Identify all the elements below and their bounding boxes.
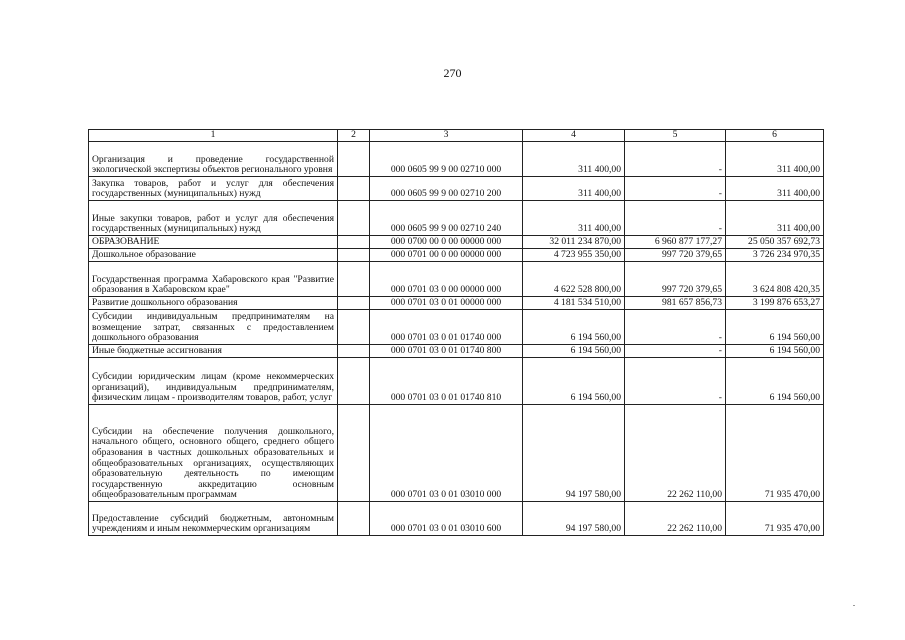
row-value-4: 6 194 560,00: [523, 345, 625, 358]
row-value-5: 22 262 110,00: [625, 502, 726, 536]
row-name: Закупка товаров, работ и услуг для обеспечения государственных (муниципальных) нужд: [89, 177, 338, 201]
table-row: [89, 142, 824, 177]
row-col2: [338, 262, 370, 297]
row-name: Организация и проведение государственной экологической экспертизы объектов регионального уровня: [89, 142, 338, 177]
table-row: [89, 236, 824, 249]
row-code: 000 0701 03 0 01 01740 810: [370, 358, 523, 405]
table-row: [89, 177, 824, 201]
row-value-6: 3 624 808 420,35: [726, 262, 824, 297]
row-value-5: 997 720 379,65: [625, 249, 726, 262]
row-value-4: 6 194 560,00: [523, 358, 625, 405]
row-value-5: 981 657 856,73: [625, 297, 726, 310]
row-value-5: -: [625, 142, 726, 177]
row-value-4: 4 622 528 800,00: [523, 262, 625, 297]
row-value-6: 71 935 470,00: [726, 502, 824, 536]
row-value-6: 311 400,00: [726, 177, 824, 201]
row-value-6: 71 935 470,00: [726, 405, 824, 502]
table-row: [89, 249, 824, 262]
row-value-5: 997 720 379,65: [625, 262, 726, 297]
table-row: [89, 405, 824, 502]
row-code: 000 0605 99 9 00 02710 240: [370, 201, 523, 236]
row-value-4: 94 197 580,00: [523, 502, 625, 536]
row-value-5: 22 262 110,00: [625, 405, 726, 502]
row-code: 000 0701 03 0 01 01740 800: [370, 345, 523, 358]
row-code: 000 0605 99 9 00 02710 200: [370, 177, 523, 201]
row-name: Дошкольное образование: [89, 249, 338, 262]
row-code: 000 0605 99 9 00 02710 000: [370, 142, 523, 177]
header-col-1: 1: [89, 130, 338, 142]
row-code: 000 0701 03 0 00 00000 000: [370, 262, 523, 297]
header-col-5: 5: [625, 130, 726, 142]
row-col2: [338, 201, 370, 236]
row-value-5: 6 960 877 177,27: [625, 236, 726, 249]
header-col-4: 4: [523, 130, 625, 142]
row-value-6: 6 194 560,00: [726, 310, 824, 345]
row-value-6: 3 726 234 970,35: [726, 249, 824, 262]
row-code: 000 0701 03 0 01 01740 000: [370, 310, 523, 345]
row-code: 000 0701 03 0 01 03010 600: [370, 502, 523, 536]
row-name: ОБРАЗОВАНИЕ: [89, 236, 338, 249]
scan-speck: [853, 605, 855, 606]
row-value-4: 94 197 580,00: [523, 405, 625, 502]
row-name: Иные закупки товаров, работ и услуг для обеспечения государственных (муниципальных) нужд: [89, 201, 338, 236]
table-row: [89, 310, 824, 345]
row-code: 000 0701 00 0 00 00000 000: [370, 249, 523, 262]
row-value-6: 3 199 876 653,27: [726, 297, 824, 310]
row-col2: [338, 236, 370, 249]
row-value-4: 4 181 534 510,00: [523, 297, 625, 310]
row-col2: [338, 405, 370, 502]
row-col2: [338, 142, 370, 177]
row-value-4: 4 723 955 350,00: [523, 249, 625, 262]
row-value-6: 6 194 560,00: [726, 358, 824, 405]
table-row: [89, 358, 824, 405]
row-name: Предоставление субсидий бюджетным, автономным учреждениям и иным некоммерческим организациям: [89, 502, 338, 536]
page-number: 270: [443, 66, 462, 80]
header-col-3: 3: [370, 130, 523, 142]
table-row: [89, 502, 824, 536]
row-value-5: -: [625, 310, 726, 345]
row-value-5: -: [625, 345, 726, 358]
row-value-4: 311 400,00: [523, 142, 625, 177]
row-col2: [338, 297, 370, 310]
table-row: [89, 297, 824, 310]
row-name: Государственная программа Хабаровского края "Развитие образования в Хабаровском крае": [89, 262, 338, 297]
row-value-5: -: [625, 177, 726, 201]
row-name: Развитие дошкольного образования: [89, 297, 338, 310]
row-col2: [338, 358, 370, 405]
table-row: [89, 345, 824, 358]
row-value-4: 6 194 560,00: [523, 310, 625, 345]
row-col2: [338, 249, 370, 262]
row-name: Иные бюджетные ассигнования: [89, 345, 338, 358]
row-col2: [338, 177, 370, 201]
row-value-4: 311 400,00: [523, 201, 625, 236]
row-value-6: 6 194 560,00: [726, 345, 824, 358]
table-header-row: [89, 130, 824, 142]
header-col-6: 6: [726, 130, 824, 142]
row-value-5: -: [625, 358, 726, 405]
table-row: [89, 201, 824, 236]
row-col2: [338, 345, 370, 358]
header-col-2: 2: [338, 130, 370, 142]
row-code: 000 0701 03 0 01 03010 000: [370, 405, 523, 502]
row-col2: [338, 502, 370, 536]
table-row: [89, 262, 824, 297]
row-value-4: 32 011 234 870,00: [523, 236, 625, 249]
row-name: Субсидии индивидуальным предпринимателям на возмещение затрат, связанных с предоставлением дошкольного образования: [89, 310, 338, 345]
row-value-6: 25 050 357 692,73: [726, 236, 824, 249]
row-code: 000 0701 03 0 01 00000 000: [370, 297, 523, 310]
row-value-6: 311 400,00: [726, 142, 824, 177]
budget-table: [88, 129, 824, 536]
row-value-4: 311 400,00: [523, 177, 625, 201]
row-code: 000 0700 00 0 00 00000 000: [370, 236, 523, 249]
row-name: Субсидии юридическим лицам (кроме некоммерческих организаций), индивидуальным предпринимателям, физическим лицам - производителям товаров, работ, услуг: [89, 358, 338, 405]
row-value-6: 311 400,00: [726, 201, 824, 236]
row-value-5: -: [625, 201, 726, 236]
row-name: Субсидии на обеспечение получения дошкольного, начального общего, основного общего, среднего общего образования в частных дошкольных образовательных и общеобразовательных организациях, осуществляющих образовательную деятельность по имеющим государственную аккредитацию основным общеобразовательным программам: [89, 405, 338, 502]
row-col2: [338, 310, 370, 345]
